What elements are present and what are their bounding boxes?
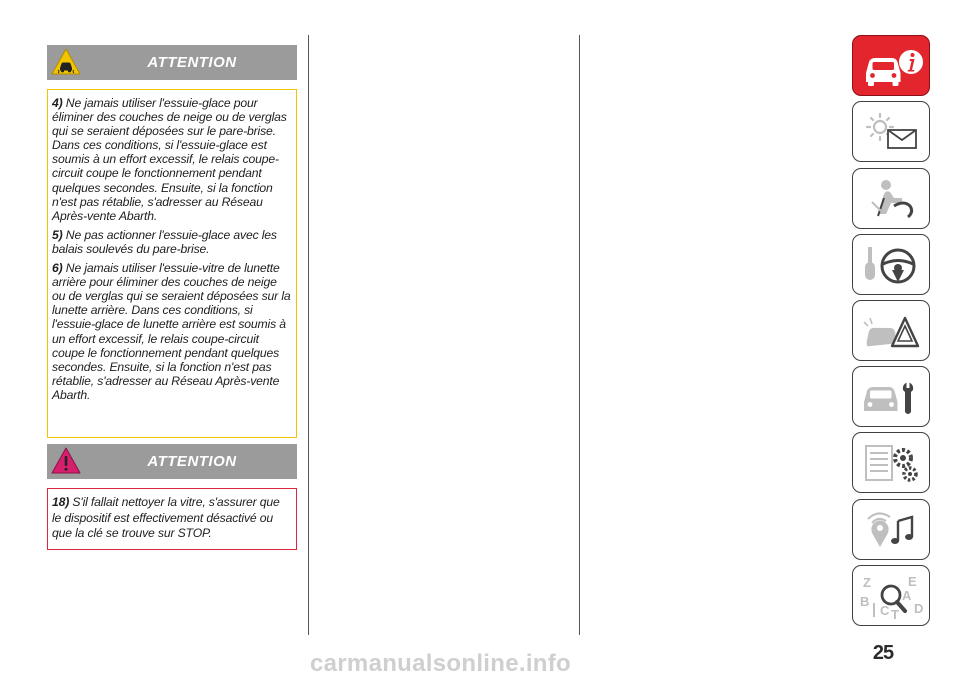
index-letter-d: D bbox=[914, 600, 924, 616]
warning-box-2 bbox=[47, 488, 297, 550]
lights-message-icon bbox=[858, 109, 924, 155]
key-steering-wheel-icon bbox=[858, 242, 924, 288]
warning-header-2 bbox=[47, 444, 297, 479]
seat-airbag-icon bbox=[858, 176, 924, 222]
warning-item-18: 18) S'il fallait nettoyer la vitre, s'assurer que le dispositif est effectivement désactivé ou que la clé se trouve sur STOP. bbox=[52, 495, 280, 540]
tab-knowing-your-car[interactable] bbox=[852, 35, 930, 96]
warning-title-1: ATTENTION bbox=[147, 54, 237, 71]
warning-header-1 bbox=[47, 45, 297, 80]
warning-item-5: 5) Ne pas actionner l'essuie-glace avec les balais soulevés du pare-brise. bbox=[52, 227, 277, 256]
watermark: carmanualsonline.info bbox=[310, 650, 572, 677]
car-info-icon bbox=[858, 43, 924, 89]
index-letter-z: Z bbox=[863, 574, 871, 590]
tab-index[interactable] bbox=[852, 565, 930, 626]
index-search-icon bbox=[858, 573, 924, 619]
warning-box-1 bbox=[47, 89, 297, 438]
tab-dashboard-lights[interactable] bbox=[852, 101, 930, 162]
index-letter-b: B bbox=[860, 593, 870, 609]
tab-multimedia[interactable] bbox=[852, 499, 930, 560]
index-letter-e: E bbox=[908, 573, 917, 589]
specs-gears-icon bbox=[858, 440, 924, 486]
index-letter-a: A bbox=[902, 587, 912, 603]
warning-item-6: 6) Ne jamais utiliser l'essuie-vitre de lunette arrière pour éliminer des couches de neige ou de verglas qui se seraient déposées sur la lunette arrière. Dans ces conditions, si l'essuie-glace de lunette arrière est soumis à un effort excessif, le relais coupe-circuit coupe le fonctionnement pendant quelques secondes. Ensuite, si la fonction n'est pas rétablie, s'adresser au Réseau Après-vente Abarth. bbox=[52, 261, 291, 402]
tab-in-emergency[interactable] bbox=[852, 300, 930, 361]
column-divider-2 bbox=[579, 35, 580, 635]
index-letter-t: T bbox=[891, 606, 899, 619]
warning-title-2: ATTENTION bbox=[147, 453, 237, 470]
tab-servicing-care[interactable] bbox=[852, 366, 930, 427]
column-divider-1 bbox=[308, 35, 309, 635]
tab-technical-specs[interactable] bbox=[852, 432, 930, 493]
page-number: 25 bbox=[872, 642, 894, 664]
car-wrench-icon bbox=[858, 374, 924, 420]
tab-starting-driving[interactable] bbox=[852, 234, 930, 295]
multimedia-icon bbox=[858, 507, 924, 553]
index-letter-c: C bbox=[880, 602, 890, 618]
tab-safety[interactable] bbox=[852, 168, 930, 229]
warning-item-4: 4) Ne jamais utiliser l'essuie-glace pour éliminer des couches de neige ou de verglas qui se seraient déposées sur le pare-brise. Dans ces conditions, si l'essuie-glace est soumis à un effort excessif, le relais coupe-circuit coupe le fonctionnement pendant quelques secondes. Ensuite, si la fonction n'est pas rétablie, s'adresser au Réseau Après-vente Abarth. bbox=[52, 96, 287, 223]
car-warning-icon bbox=[858, 308, 924, 354]
